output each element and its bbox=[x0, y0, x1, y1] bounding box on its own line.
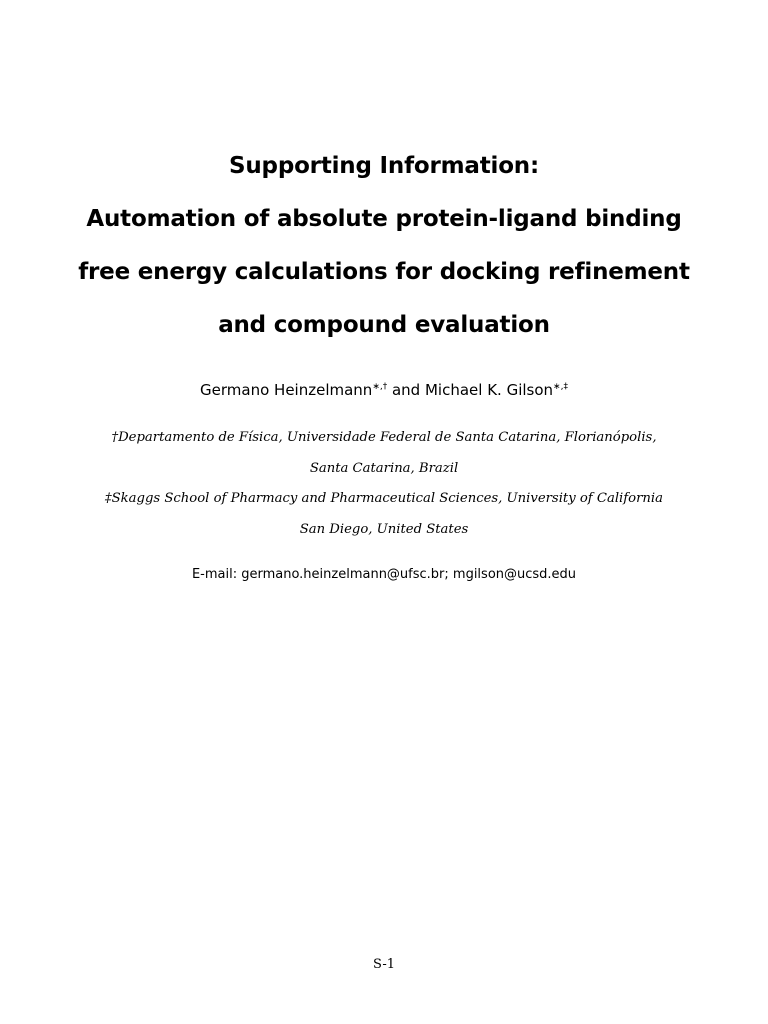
paper-title bbox=[60, 146, 708, 358]
author-affiliation-marks: ∗,† bbox=[372, 382, 388, 392]
title-line-3: free energy calculations for docking refinement bbox=[78, 259, 690, 285]
title-line-2: Automation of absolute protein-ligand binding bbox=[86, 206, 682, 232]
author-conjunction: and bbox=[387, 381, 425, 399]
author-name: Germano Heinzelmann bbox=[200, 381, 373, 399]
affiliation-2: ‡Skaggs School of Pharmacy and Pharmaceutical Sciences, University of California San Diego, United States bbox=[105, 491, 663, 537]
page-number: S-1 bbox=[372, 957, 396, 972]
affiliation-1: †Departamento de Física, Universidade Federal de Santa Catarina, Florianópolis, Santa Catarina, Brazil bbox=[111, 430, 657, 476]
title-line-1: Supporting Information: bbox=[229, 153, 539, 179]
author-list bbox=[60, 377, 708, 403]
author-name: Michael K. Gilson bbox=[424, 381, 554, 399]
contact-email: E-mail: germano.heinzelmann@ufsc.br; mgilson@ucsd.edu bbox=[191, 567, 577, 582]
author-affiliation-marks: ∗,‡ bbox=[553, 382, 568, 392]
title-line-4: and compound evaluation bbox=[218, 312, 550, 338]
